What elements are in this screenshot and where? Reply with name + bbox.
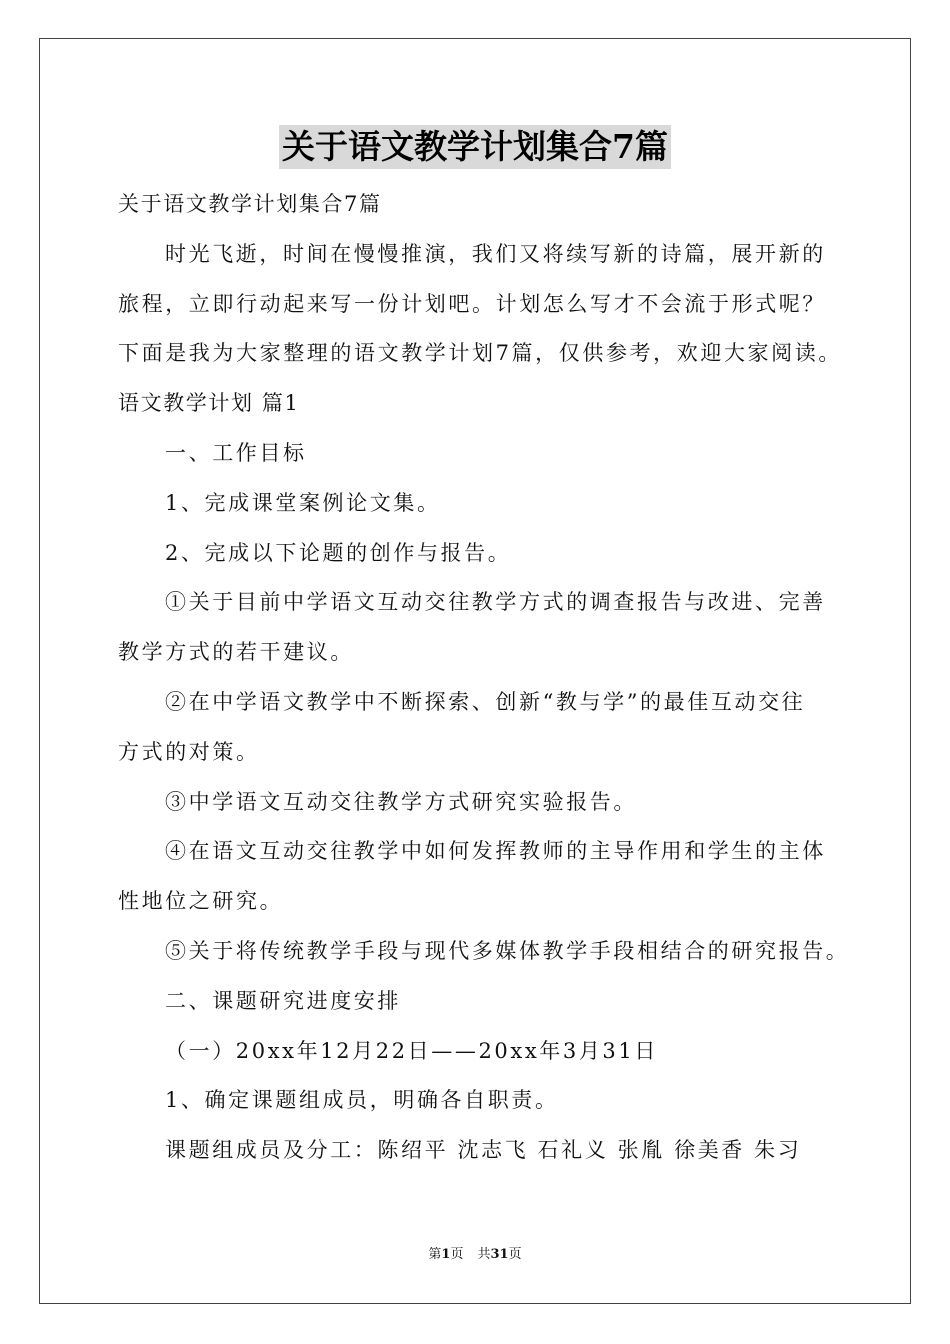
footer-page-total: 31 [490,1247,509,1262]
section-heading: 语文教学计划 篇1 [118,391,300,416]
body-line: 课题组成员及分工：陈绍平 沈志飞 石礼义 张胤 徐美香 朱习 [165,1138,802,1163]
footer-total-prefix: 共 [477,1247,491,1262]
document-title: 关于语文教学计划集合7篇 [279,125,671,169]
body-line: ④在语文互动交往教学中如何发挥教师的主导作用和学生的主体 [165,839,826,864]
body-line: ②在中学语文教学中不断探索、创新“教与学”的最佳互动交往 [165,689,806,714]
body-line: 方式的对策。 [118,739,260,764]
body-line: 性地位之研究。 [118,889,284,914]
body-line: 一、工作目标 [165,440,307,465]
body-line: 教学方式的若干建议。 [118,640,354,665]
document-body [118,180,854,1176]
page-footer [0,1246,950,1264]
footer-page-suffix: 页 [450,1247,464,1262]
body-line: 二、课题研究进度安排 [165,988,401,1013]
body-line: 下面是我为大家整理的语文教学计划7篇，仅供参考，欢迎大家阅读。 [118,341,842,366]
footer-page-prefix: 第 [428,1247,442,1262]
body-line: ③中学语文互动交往教学方式研究实验报告。 [165,789,637,814]
body-line: （一）20xx年12月22日——20xx年3月31日 [165,1038,658,1063]
body-line: 1、完成课堂案例论文集。 [165,490,441,515]
footer-total-suffix: 页 [508,1247,522,1262]
body-line: 关于语文教学计划集合7篇 [118,192,382,216]
body-line: 旅程，立即行动起来写一份计划吧。计划怎么写才不会流于形式呢？ [118,291,826,316]
document-title-container [0,125,950,169]
body-line: ①关于目前中学语文互动交往教学方式的调查报告与改进、完善 [165,590,826,615]
body-line: 2、完成以下论题的创作与报告。 [165,540,512,565]
body-line: 时光飞逝，时间在慢慢推演，我们又将续写新的诗篇，展开新的 [165,241,826,266]
body-line: ⑤关于将传统教学手段与现代多媒体教学手段相结合的研究报告。 [165,938,850,963]
footer-page-current: 1 [441,1247,451,1262]
body-line: 1、确定课题组成员，明确各自职责。 [165,1088,559,1113]
